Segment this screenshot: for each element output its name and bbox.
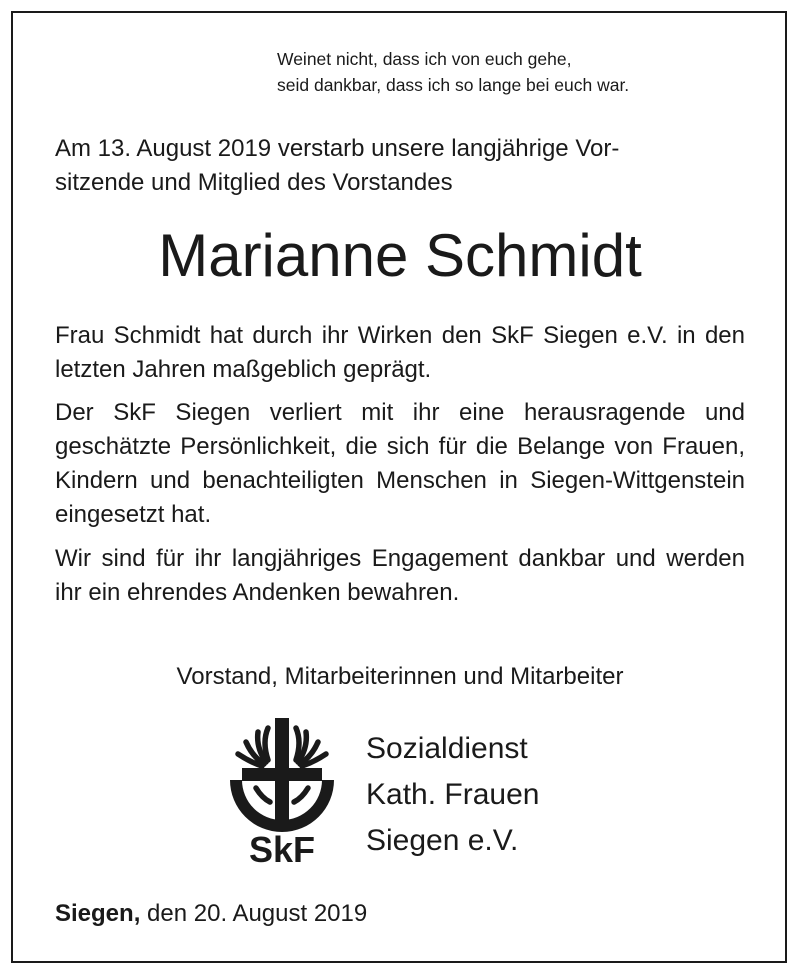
deceased-name: Marianne Schmidt: [158, 222, 642, 289]
footer-date: den 20. August 2019: [147, 900, 368, 927]
intro-line-1: Am 13. August 2019 verstarb unsere langjährige Vor-: [55, 135, 620, 162]
intro-line-2: sitzende und Mitglied des Vorstandes: [55, 169, 453, 196]
logo-text: SkF: [248, 829, 316, 866]
paragraph-3: Wir sind für ihr langjähriges Engagement dankbar und werden ihr ein ehrendes Andenken bewahren.: [55, 545, 745, 606]
paragraph-1: Frau Schmidt hat durch ihr Wirken den SkF Siegen e.V. in den letzten Jahren maßgeblich geprägt.: [55, 322, 745, 383]
footer-place: Siegen,: [55, 900, 141, 927]
signatories: Vorstand, Mitarbeiterinnen und Mitarbeiter: [176, 663, 624, 690]
intro-text: [55, 132, 745, 200]
motto-line-1: Weinet nicht, dass ich von euch gehe,: [277, 49, 572, 69]
organization-line-1: Sozialdienst: [366, 732, 528, 765]
organization-line-2: Kath. Frauen: [366, 778, 540, 811]
organization-name: [366, 726, 539, 864]
motto: [277, 46, 629, 98]
organization-line-3: Siegen e.V.: [366, 824, 519, 857]
motto-line-2: seid dankbar, dass ich so lange bei euch war.: [277, 75, 630, 95]
footer-place-date: [55, 897, 367, 931]
paragraph-2: Der SkF Siegen verliert mit ihr eine herausragende und geschätzte Persönlichkeit, die sich für die Belange von Frauen, Kindern und benachteiligten Menschen in Siegen-Wittgenstein eingesetzt hat.: [55, 399, 745, 528]
skf-cross-logo-icon: [228, 716, 336, 866]
